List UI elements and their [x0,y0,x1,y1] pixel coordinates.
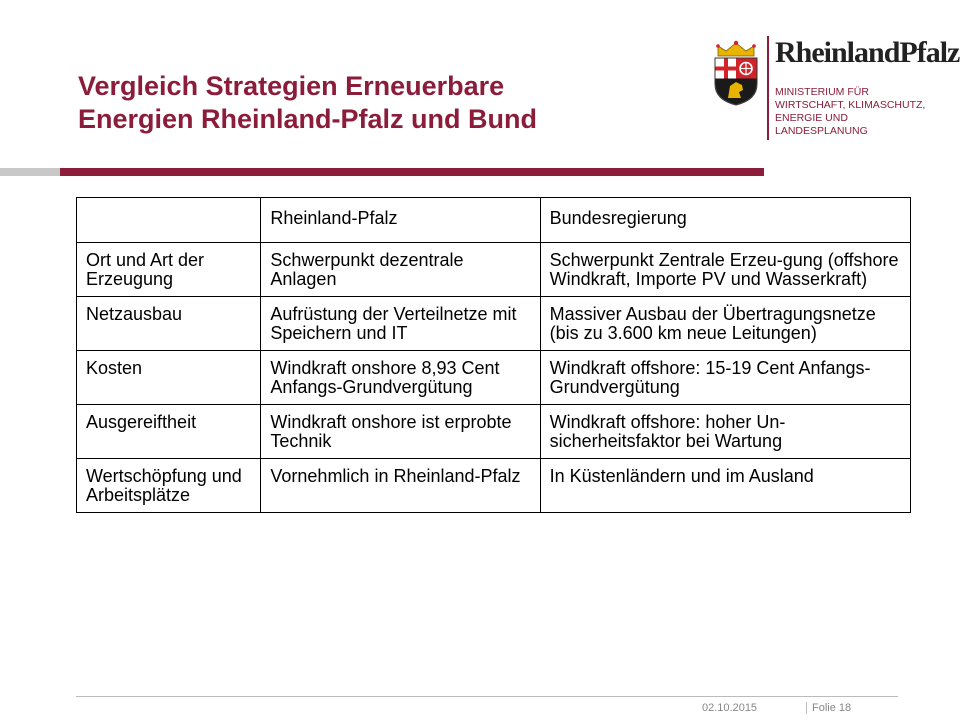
slide-title [78,70,638,136]
footer-date: 02.10.2015 [702,702,758,714]
ministry-line: WIRTSCHAFT, KLIMASCHUTZ, [775,99,926,111]
table-cell: Ort und Art der Erzeugung [77,243,261,297]
table-row [77,243,911,297]
rlp-ministry-logo [712,36,960,146]
table-header-cell: Bundesregierung [540,198,910,243]
table-cell: Windkraft onshore ist erprobte Technik [261,405,540,459]
title-rule-red [60,168,764,176]
table-cell: Schwerpunkt Zentrale Erzeu-gung (offshore Windkraft, Importe PV und Wasserkraft) [540,243,910,297]
comparison-table [76,197,911,513]
table-cell: Windkraft offshore: hoher Un-sicherheitsfaktor bei Wartung [540,405,910,459]
footer-separator [806,702,807,714]
table-row [77,405,911,459]
table-header-cell: Rheinland-Pfalz [261,198,540,243]
slide-title-line-2: Energien Rheinland-Pfalz und Bund [78,104,537,134]
table-cell: Ausgereiftheit [77,405,261,459]
title-rule-grey [0,168,60,176]
table-cell: Windkraft offshore: 15-19 Cent Anfangs-Grundvergütung [540,351,910,405]
table-header-cell [77,198,261,243]
table-row [77,297,911,351]
ministry-line: ENERGIE UND [775,112,848,124]
table-cell: Vornehmlich in Rheinland-Pfalz [261,459,540,513]
table-header-row [77,198,911,243]
logo-wordmark: RheinlandPfalz [775,36,960,69]
logo-ministry-name [775,86,950,138]
table-cell: Wertschöpfung und Arbeitsplätze [77,459,261,513]
ministry-line: LANDESPLANUNG [775,125,868,137]
table-cell: Netzausbau [77,297,261,351]
table-row [77,351,911,405]
table-cell: Windkraft onshore 8,93 Cent Anfangs-Grundvergütung [261,351,540,405]
table-cell: Kosten [77,351,261,405]
slide-number: Folie 18 [812,702,852,714]
logo-divider [767,36,769,140]
table-row [77,459,911,513]
ministry-line: MINISTERIUM FÜR [775,86,869,98]
table-cell: Aufrüstung der Verteilnetze mit Speichern und IT [261,297,540,351]
footer-rule [76,696,898,697]
rlp-coat-of-arms-icon [712,40,760,106]
table-cell: Schwerpunkt dezentrale Anlagen [261,243,540,297]
slide-title-line-1: Vergleich Strategien Erneuerbare [78,71,505,101]
table-cell: In Küstenländern und im Ausland [540,459,910,513]
table-cell: Massiver Ausbau der Übertragungsnetze (bis zu 3.600 km neue Leitungen) [540,297,910,351]
